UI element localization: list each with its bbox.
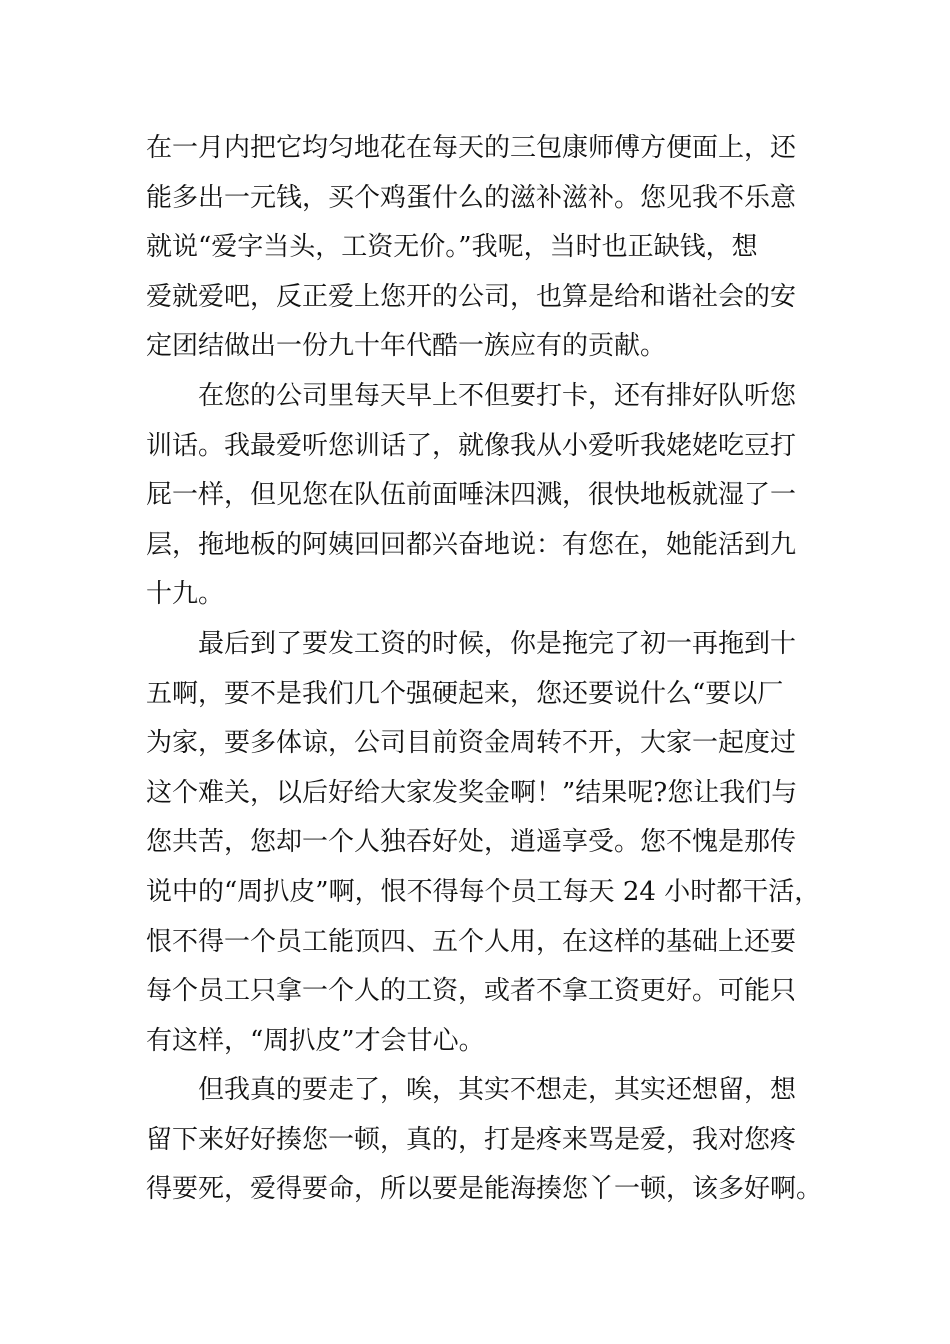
text-line: 定团结做出一份九十年代酷一族应有的贡献。 [146, 331, 667, 362]
paragraph-3 [146, 620, 826, 1066]
text-line: 但我真的要走了，唉，其实不想走，其实还想留，想 [198, 1075, 797, 1106]
text-line: 得要死，爱得要命，所以要是能海揍您丫一顿，该多好啊。 [146, 1174, 823, 1205]
document-body [146, 124, 826, 1215]
text-line: 这个难关，以后好给大家发奖金啊！”结果呢?您让我们与 [146, 777, 798, 808]
text-line: 在一月内把它均匀地花在每天的三包康师傅方便面上，还 [146, 133, 797, 163]
paragraph-1 [146, 124, 826, 372]
text-line: 恨不得一个员工能顶四、五个人用，在这样的基础上还要 [146, 926, 797, 957]
text-line: 留下来好好揍您一顿，真的，打是疼来骂是爱，我对您疼 [146, 1124, 797, 1155]
text-line: 十九。 [146, 579, 225, 610]
text-line: 您共苦，您却一个人独吞好处，逍遥享受。您不愧是那传 [146, 827, 797, 858]
text-line: 层，拖地板的阿姨回回都兴奋地说：有您在，她能活到九 [146, 529, 797, 560]
text-line: 屁一样，但见您在队伍前面唾沫四溅，很快地板就湿了一 [146, 480, 797, 511]
text-line: 五啊，要不是我们几个强硬起来，您还要说什么“要以厂 [146, 678, 784, 709]
text-line: 在您的公司里每天早上不但要打卡，还有排好队听您 [198, 380, 797, 411]
text-line: 训话。我最爱听您训话了，就像我从小爱听我姥姥吃豆打 [146, 430, 797, 461]
text-line: 有这样，“周扒皮”才会甘心。 [146, 1025, 485, 1056]
paragraph-4 [146, 1066, 826, 1215]
text-line: 每个员工只拿一个人的工资，或者不拿工资更好。可能只 [146, 976, 797, 1007]
text-line: 能多出一元钱，买个鸡蛋什么的滋补滋补。您见我不乐意 [146, 182, 797, 213]
text-line: 最后到了要发工资的时候，你是拖完了初一再拖到十 [198, 628, 797, 659]
text-line: 就说“爱字当头，工资无价。”我呢，当时也正缺钱，想 [146, 232, 758, 263]
text-line: 爱就爱吧，反正爱上您开的公司，也算是给和谐社会的安 [146, 281, 797, 312]
text-line: 为家，要多体谅，公司目前资金周转不开，大家一起度过 [146, 728, 797, 759]
text-line: 说中的“周扒皮”啊，恨不得每个员工每天 24 小时都干活， [146, 876, 821, 907]
paragraph-2 [146, 372, 826, 620]
